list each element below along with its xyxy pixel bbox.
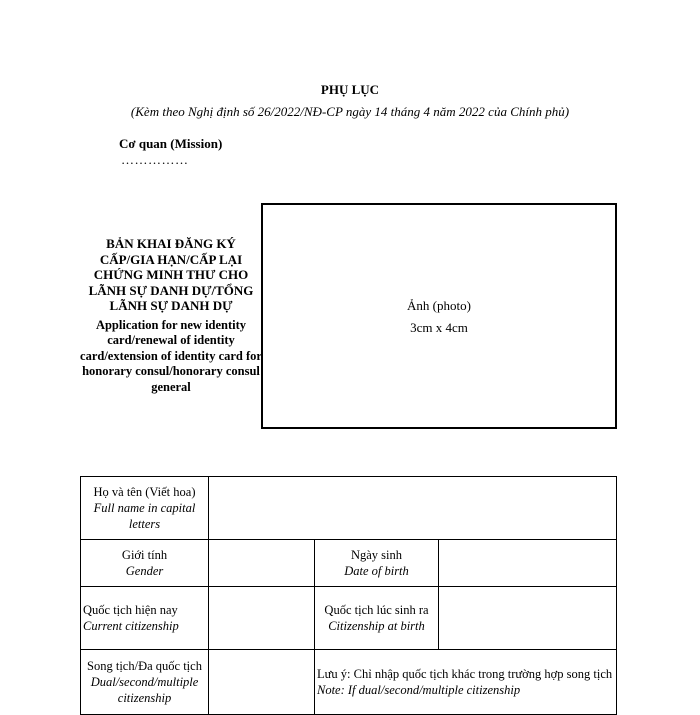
full-name-label-vi: Họ và tên (Viết hoa) xyxy=(93,485,196,499)
dual-citizenship-field[interactable] xyxy=(209,650,315,715)
dual-citizenship-label-vi: Song tịch/Đa quốc tịch xyxy=(87,659,202,673)
document-subtitle: (Kèm theo Nghị định số 26/2022/NĐ-CP ngày 14 tháng 4 năm 2022 của Chính phủ) xyxy=(130,104,570,119)
full-name-label-en: Full name in capital letters xyxy=(93,501,196,531)
current-citizenship-label-cell xyxy=(81,587,209,650)
form-heading xyxy=(80,236,262,395)
gender-field[interactable] xyxy=(209,540,315,587)
note-en: Note: If dual/second/multiple citizenship xyxy=(317,683,521,697)
birth-citizenship-label-cell xyxy=(315,587,439,650)
table-row xyxy=(81,477,617,540)
dual-citizenship-label-cell xyxy=(81,650,209,715)
dob-field[interactable] xyxy=(439,540,617,587)
birth-citizenship-label-vi: Quốc tịch lúc sinh ra xyxy=(324,603,429,617)
table-row xyxy=(81,587,617,650)
full-name-label-cell xyxy=(81,477,209,540)
document-title: PHỤ LỤC xyxy=(320,82,380,97)
birth-citizenship-label-en: Citizenship at birth xyxy=(328,619,425,633)
form-heading-en: Application for new identity card/renewal of identity card/extension of identity card for honorary consul/honorary consul general xyxy=(80,317,262,394)
current-citizenship-field[interactable] xyxy=(209,587,315,650)
birth-citizenship-field[interactable] xyxy=(439,587,617,650)
current-citizenship-label-en: Current citizenship xyxy=(83,619,179,633)
form-heading-vi: BẢN KHAI ĐĂNG KÝ CẤP/GIA HẠN/CẤP LẠI CHỨNG MINH THƯ CHO LÃNH SỰ DANH DỰ/TỔNG LÃNH SỰ DANH DỰ xyxy=(88,236,254,313)
full-name-field[interactable] xyxy=(209,477,617,540)
dob-label-cell xyxy=(315,540,439,587)
note-vi: Lưu ý: Chỉ nhập quốc tịch khác trong trường hợp song tịch xyxy=(317,667,613,681)
dob-label-vi: Ngày sinh xyxy=(350,548,403,562)
current-citizenship-label-vi: Quốc tịch hiện nay xyxy=(83,603,178,617)
photo-label: Ảnh (photo) xyxy=(407,298,471,313)
photo-box xyxy=(261,203,617,429)
dob-label-en: Date of birth xyxy=(344,564,409,578)
table-row xyxy=(81,650,617,715)
gender-label-vi: Giới tính xyxy=(121,548,168,562)
application-form-table xyxy=(80,476,617,715)
gender-label-cell xyxy=(81,540,209,587)
gender-label-en: Gender xyxy=(125,564,164,578)
dual-citizenship-label-en: Dual/second/multiple citizenship xyxy=(90,675,199,705)
mission-label: Cơ quan (Mission) xyxy=(119,136,223,151)
mission-placeholder: …………… xyxy=(121,152,189,167)
note-cell xyxy=(315,650,617,715)
table-row xyxy=(81,540,617,587)
photo-size: 3cm x 4cm xyxy=(410,320,468,335)
